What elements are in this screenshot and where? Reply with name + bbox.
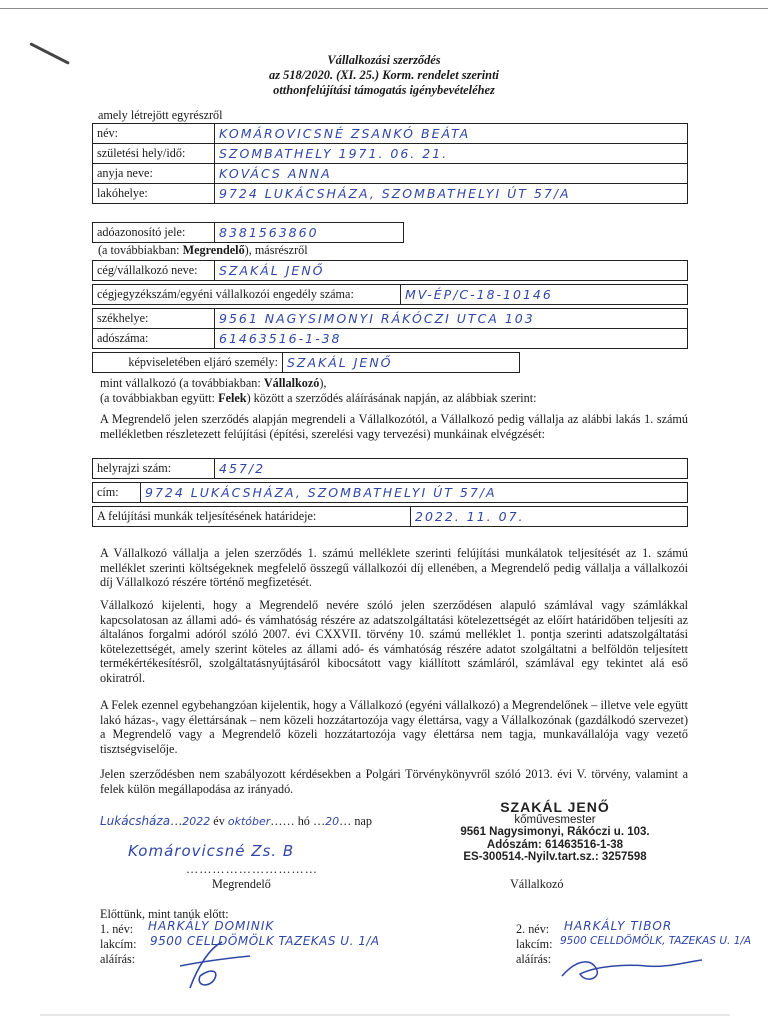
paragraph-fee: A Vállalkozó vállalja a jelen szerződés 1. számú melléklete szerinti felújítási munkálatok teljesítését az 1. számú melléklet szerinti költségeknek megfelelő összegű vállalkozói díj ellenében, a Megrendelő pedig vállalja a vállalkozói díj Vállalkozó részére történő megfizetését. [100, 546, 688, 590]
deadline-row [93, 507, 688, 527]
customer-sign-label: Megrendelő [212, 877, 271, 891]
paragraph-tax-reporting: Vállalkozó kijelenti, hogy a Megrendelő nevére szóló jelen szerződésen alapuló számlával vagy számlákkal kapcsolatosan az állami adó- és vámhatóság részére az adatszolgáltatási kötelezettségét az előírt határidőben teljesíti az általános forgalmi adóról szóló 2007. évi CXXVII. törvény 10. számú melléklet 1. pontja szerinti adatszolgáltatási kötelezettségét, amely szerint köteles az állami adó- és vámhatóság részére adatot szolgáltatni a belföldön teljesített termékértékesítésről, szolgáltatásnyújtásáról kibocsátott vagy kiállított számláról, számlával egy tekintet alá eső okiratról. [100, 598, 688, 685]
customer-row-birth [93, 144, 688, 164]
stamp-license: ES-300514.-Nyilv.tart.sz.: 3257598 [463, 851, 647, 863]
customer-designation: (a továbbiakban: Megrendelő), másrészről [98, 243, 308, 257]
contractor-seat-table [92, 308, 688, 349]
contractor-license-label: cégjegyzékszám/egyéni vállalkozói engedély száma: [93, 285, 401, 305]
paragraph-order: A Megrendelő jelen szerződés alapján megrendeli a Vállalkozótól, a Vállalkozó pedig vállalja az alábbi lakás 1. számú mellékletben részletezett felújítási (építési, szerelési vagy tervezési) munkáinak elvégzését: [100, 412, 688, 441]
customer-mother-value[interactable]: KOVÁCS ANNA [215, 164, 688, 184]
deadline-label: A felújítási munkák teljesítésének határideje: [93, 507, 411, 527]
property-address-label: cím: [93, 483, 141, 503]
contractor-row-name [93, 261, 688, 281]
intro-text: amely létrejött egyrészről [98, 108, 223, 122]
contractor-license-table [92, 284, 688, 305]
stamp-name: SZAKÁL JENŐ [500, 799, 610, 815]
contractor-table [92, 260, 688, 281]
customer-row-name [93, 124, 688, 144]
date-day-word: nap [354, 814, 372, 828]
witness1-signature [170, 936, 260, 996]
parties-designation: (a továbbiakban együtt: Felek) között a szerződés aláírásának napján, az alábbiak szerint: [100, 391, 537, 405]
stamp-trade: kőművesmester [514, 813, 596, 826]
customer-sign-dots: ………………………… [186, 862, 318, 876]
date-month-word: hó [297, 814, 310, 828]
witness2-address-label: lakcím: [516, 937, 553, 951]
witness2-name-label: 2. név: [516, 922, 550, 936]
witness2-address[interactable]: 9500 CELLDÖMÖLK, TAZEKAS U. 1/A [560, 935, 752, 947]
date-year[interactable]: 2022 [182, 815, 211, 828]
property-row-address [93, 483, 688, 503]
stamp-tax: Adószám: 61463516-1-38 [486, 838, 624, 851]
title-line-2: az 518/2020. (XI. 25.) Korm. rendelet szerinti [269, 68, 499, 82]
contractor-license-value[interactable]: MV-ÉP/C-18-10146 [401, 285, 688, 305]
contractor-rep-value[interactable]: SZAKÁL JENŐ [283, 353, 520, 373]
date-day[interactable]: 20 [325, 815, 340, 828]
witness-intro: Előttünk, mint tanúk előtt: [100, 907, 229, 921]
stamp-address: 9561 Nagysimonyi, Rákóczi u. 103. [460, 826, 650, 838]
witness2-signature [556, 950, 706, 990]
contractor-seat-label: székhelye: [93, 309, 215, 329]
witness1-address[interactable]: 9500 CELLDÖMÖLK TAZEKAS U. 1/A [150, 934, 380, 948]
paragraph-relationship: A Felek ezennel egybehangzóan kijelentik, hogy a Vállalkozó (egyéni vállalkozó) a Megrendelőnek – illetve vele együtt lakó házas-, vagy élettársának – nem közeli hozzátartozója vagy élettársa, vagy a Vállalkozónak (gazdálkodó szervezet) a Megrendelő vagy a Megrendelő közeli hozzátartozója vagy élettársa nem tagja, munkavállalója vagy vezető tisztségviselője. [100, 698, 688, 756]
contractor-designation: mint vállalkozó (a továbbiakban: Vállalkozó), [100, 376, 327, 390]
customer-row-address [93, 184, 688, 204]
contractor-row-rep [93, 353, 520, 373]
witness1-name-label: 1. név: [100, 922, 134, 936]
property-address-value[interactable]: 9724 LUKÁCSHÁZA, SZOMBATHELYI ÚT 57/A [141, 483, 688, 503]
customer-tax-table [92, 222, 404, 243]
customer-name-label: név: [93, 124, 215, 144]
contractor-row-seat [93, 309, 688, 329]
date-place[interactable]: Lukácsháza [100, 814, 171, 828]
contractor-tax-label: adószáma: [93, 329, 215, 349]
customer-birth-label: születési hely/idő: [93, 144, 215, 164]
contractor-row-tax [93, 329, 688, 349]
customer-tax-label: adóazonosító jele: [93, 223, 215, 243]
contractor-row-license [93, 285, 688, 305]
contractor-rep-table [92, 352, 520, 373]
customer-signature-text: Komárovicsné Zs. B [128, 842, 295, 860]
property-row-parcel [93, 459, 688, 479]
paragraph-governing-law: Jelen szerződésben nem szabályozott kérdésekben a Polgári Törvénykönyvről szóló 2013. évi V. törvény, valamint a felek külön megállapodása az irányadó. [100, 767, 688, 796]
witness2-sign-label: aláírás: [516, 952, 552, 966]
contractor-seat-value[interactable]: 9561 NAGYSIMONYI RÁKÓCZI UTCA 103 [215, 309, 688, 329]
witness2-name[interactable]: HARKÁLY TIBOR [564, 919, 673, 933]
deadline-table [92, 506, 688, 527]
customer-tax-value[interactable]: 8381563860 [215, 223, 404, 243]
contractor-name-label: cég/vállalkozó neve: [93, 261, 215, 281]
witness1-address-label: lakcím: [100, 937, 137, 951]
witness1-name[interactable]: HARKÁLY DOMINIK [148, 919, 275, 933]
contractor-tax-value[interactable]: 61463516-1-38 [215, 329, 688, 349]
deadline-value[interactable]: 2022. 11. 07. [411, 507, 688, 527]
witness1-sign-label: aláírás: [100, 952, 136, 966]
title-line-3: otthonfelújítási támogatás igénybevételéhez [273, 83, 495, 97]
property-address-table [92, 482, 688, 503]
customer-name-value[interactable]: KOMÁROVICSNÉ ZSANKÓ BEÁTA [215, 124, 688, 144]
date-month[interactable]: október [227, 815, 271, 828]
date-year-word: év [213, 814, 225, 828]
parcel-value[interactable]: 457/2 [215, 459, 688, 479]
contractor-sign-label: Vállalkozó [510, 877, 564, 891]
document-title [0, 53, 768, 98]
customer-table [92, 123, 688, 204]
property-table [92, 458, 688, 479]
title-line-1: Vállalkozási szerződés [327, 53, 441, 67]
bottom-scan-line [40, 1012, 730, 1018]
customer-address-label: lakóhelye: [93, 184, 215, 204]
customer-address-value[interactable]: 9724 LUKÁCSHÁZA, SZOMBATHELYI ÚT 57/A [215, 184, 688, 204]
contractor-rep-label: képviseletében eljáró személy: [93, 353, 283, 373]
scan-top-edge [0, 0, 768, 9]
date-line: Lukácsháza…2022 év október…… hó …20… nap [100, 814, 372, 828]
customer-mother-label: anyja neve: [93, 164, 215, 184]
contractor-stamp [440, 801, 670, 864]
customer-row-mother [93, 164, 688, 184]
contractor-name-value[interactable]: SZAKÁL JENŐ [215, 261, 688, 281]
parcel-label: helyrajzi szám: [93, 459, 215, 479]
customer-birth-value[interactable]: SZOMBATHELY 1971. 06. 21. [215, 144, 688, 164]
